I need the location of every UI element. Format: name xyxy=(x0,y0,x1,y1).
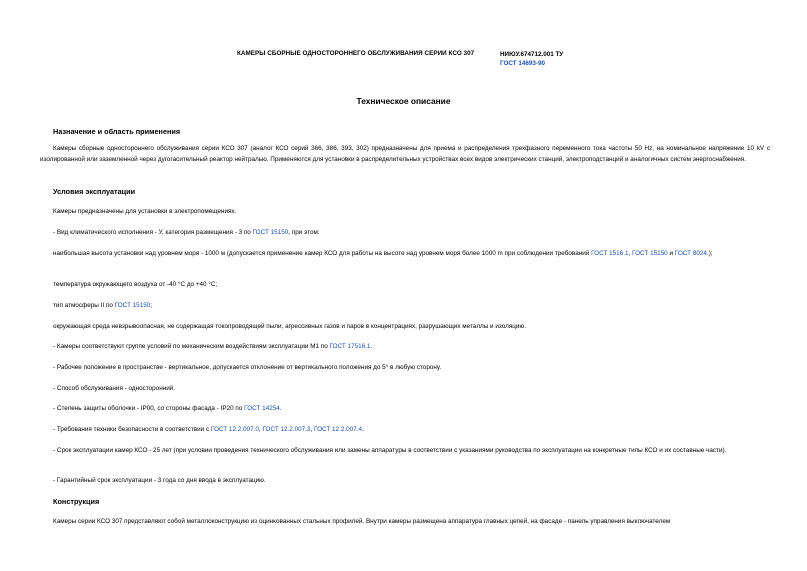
gost-link[interactable]: ГОСТ 15150 xyxy=(632,250,668,257)
document-code: НИЮУ.674712.001 ТУ xyxy=(500,51,564,58)
section-heading-conditions: Условия эксплуатации xyxy=(53,187,136,196)
gost-link[interactable]: ГОСТ 8024 xyxy=(674,250,707,257)
page-title: Техническое описание xyxy=(356,96,451,106)
paragraph-construction: Камеры серии КСО 307 представляют собой металлоконструкцию из оцинкованных стальных профилей. Внутри камеры размещена аппаратура главных цепей, на фасаде - панель управления выключателем xyxy=(53,518,671,525)
section-heading-purpose: Назначение и область применения xyxy=(53,127,181,136)
header-right xyxy=(500,50,563,68)
paragraph: - Рабочее положение в пространстве - вертикальное, допускается отклонение от вертикального положения до 5° в любую сторону. xyxy=(53,364,442,371)
paragraph: - Требования техники безопасности в соответствии с ГОСТ 12.2.007.0, ГОСТ 12.2.007.3, ГОСТ 12.2.007.4. xyxy=(53,426,364,433)
paragraph: - Срок эксплуатации камер КСО - 25 лет (при условии проведения технического обслуживания или замены аппаратуры в соответствии с указаниями руководства по эксплуатации на конкретные типы КСО и их составные части). xyxy=(53,447,727,454)
gost-link[interactable]: ГОСТ 17516.1 xyxy=(329,343,371,350)
gost-link[interactable]: ГОСТ 15150 xyxy=(252,229,289,236)
paragraph: - Способ обслуживания - односторонний. xyxy=(53,385,176,392)
header-title: КАМЕРЫ СБОРНЫЕ ОДНОСТОРОННЕГО ОБСЛУЖИВАНИЯ СЕРИИ КСО 307 xyxy=(237,50,475,57)
paragraph: - Гарантийный срок эксплуатации - 3 года со дня ввода в эксплуатацию. xyxy=(53,477,266,484)
gost-link[interactable]: ГОСТ 12.2.007.0 xyxy=(210,426,259,433)
gost-link[interactable]: ГОСТ 12.2.007.4 xyxy=(313,426,362,433)
paragraph: температура окружающего воздуха от -40 °С до +40 °С; xyxy=(53,281,218,288)
gost-link[interactable]: ГОСТ 15150 xyxy=(114,302,151,309)
paragraph: Камеры предназначены для установки в электропомещениях. xyxy=(53,208,237,215)
paragraph: - Вид климатического исполнения - У, категория размещения - 3 по ГОСТ 15150, при этом: xyxy=(53,229,320,236)
header-gost-link[interactable]: ГОСТ 14693-90 xyxy=(500,60,545,67)
gost-link[interactable]: ГОСТ 12.2.007.3 xyxy=(262,426,311,433)
paragraph: тип атмосферы II по ГОСТ 15150; xyxy=(53,302,153,309)
paragraph: - Степень защиты оболочки - IP00, со стороны фасада - IP20 по ГОСТ 14254. xyxy=(53,405,282,412)
section-heading-construction: Конструкция xyxy=(53,497,100,506)
gost-link[interactable]: ГОСТ 14254 xyxy=(244,405,280,412)
gost-link[interactable]: ГОСТ 1516.1 xyxy=(591,250,629,257)
paragraph: - Камеры соответствуют группе условий по механическим воздействиям эксплуатации М1 по ГОСТ 17516.1. xyxy=(53,343,373,350)
paragraph-purpose: Камеры сборные одностороннего обслуживания серии КСО 307 (аналог КСО серий 366, 386, 393, 302) предназначены для приема и распределения трехфазного переменного тока частоты 50 Hz, на номинальное напряжение 10 kV с изолированной или заземленной через дугогасительный реактор нейтралью. Применяются для установки в распределительных устройствах всех видов электрических станций, электроподстанций и аналогичных систем энергоснабжения. xyxy=(40,145,770,163)
paragraph: окружающая среда невзрывоопасная, не содержащая токопроводящей пыли, агрессивных газов и паров в концентрациях, разрушающих металлы и изоляцию. xyxy=(53,323,526,330)
paragraph: наибольшая высота установки над уровнем моря - 1000 м (допускается применение камер КСО для работы на высоте над уровнем моря более 1000 m при соблюдении требований ГОСТ 1516.1, ГОСТ 15150 и ГОСТ 8024.); xyxy=(53,250,713,257)
